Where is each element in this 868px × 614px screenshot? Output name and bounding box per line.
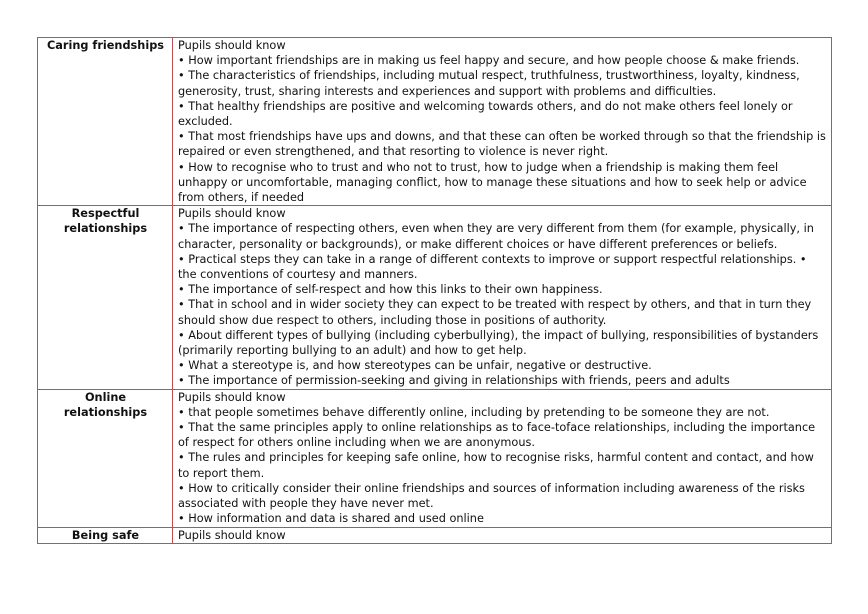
topic-cell: Caring friendships (38, 38, 173, 206)
topic-cell: Online relationships (38, 389, 173, 527)
intro-text: Pupils should know (178, 390, 286, 404)
bullet-point: • The importance of self-respect and how this links to their own happiness. (178, 283, 603, 297)
table-row (38, 206, 832, 389)
intro-text: Pupils should know (178, 39, 286, 52)
rse-content-table (37, 37, 832, 544)
bullet-point: • That most friendships have ups and downs, and that these can often be worked through so that the friendship is repaired or even strengthened, and that resorting to violence is never right. (178, 130, 826, 159)
content-cell (173, 38, 832, 206)
bullet-point: • That in school and in wider society they can expect to be treated with respect by others, and that in turn they should show due respect to others, including those in positions of authority. (178, 298, 812, 327)
table-row (38, 38, 832, 206)
content-cell (173, 527, 832, 543)
bullet-point: • that people sometimes behave differently online, including by pretending to be someone they are not. (178, 405, 770, 419)
bullet-point: • What a stereotype is, and how stereotypes can be unfair, negative or destructive. (178, 359, 652, 373)
bullet-point: • That the same principles apply to online relationships as to face-toface relationships, including the importance of respect for others online including when we are anonymous. (178, 421, 816, 450)
bullet-point: • The characteristics of friendships, including mutual respect, truthfulness, trustworthiness, loyalty, kindness, generosity, trust, sharing interests and experiences and support with problems and difficulties. (178, 69, 800, 98)
content-cell (173, 206, 832, 389)
bullet-point: • How information and data is shared and used online (178, 512, 484, 526)
bullet-point: • About different types of bullying (including cyberbullying), the impact of bullying, responsibilities of bystanders (primarily reporting bullying to an adult) and how to get help. (178, 328, 819, 358)
intro-text: Pupils should know (178, 528, 286, 542)
topic-cell: Being safe (38, 527, 173, 543)
bullet-point: • How to recognise who to trust and who not to trust, how to judge when a friendship is making them feel unhappy or uncomfortable, managing conflict, how to manage these situations and how to seek help or advice from others, if needed (178, 160, 807, 205)
bullet-point: • The importance of respecting others, even when they are very different from them (for example, physically, in character, personality or backgrounds), or make different choices or have different preferences or beliefs. (178, 222, 814, 251)
bullet-point: • The importance of permission-seeking and giving in relationships with friends, peers and adults (178, 374, 730, 388)
content-cell (173, 389, 832, 527)
table-row (38, 527, 832, 543)
bullet-point: • The rules and principles for keeping safe online, how to recognise risks, harmful content and contact, and how to report them. (178, 451, 814, 480)
bullet-point: • How to critically consider their online friendships and sources of information including awareness of the risks associated with people they have never met. (178, 481, 805, 511)
bullet-point: • Practical steps they can take in a range of different contexts to improve or support respectful relationships. • the conventions of courtesy and manners. (178, 252, 807, 282)
bullet-point: • That healthy friendships are positive and welcoming towards others, and do not make others feel lonely or excluded. (178, 99, 793, 129)
topic-cell: Respectful relationships (38, 206, 173, 389)
bullet-point: • How important friendships are in making us feel happy and secure, and how people choose & make friends. (178, 54, 800, 68)
intro-text: Pupils should know (178, 207, 286, 221)
table-row (38, 389, 832, 527)
